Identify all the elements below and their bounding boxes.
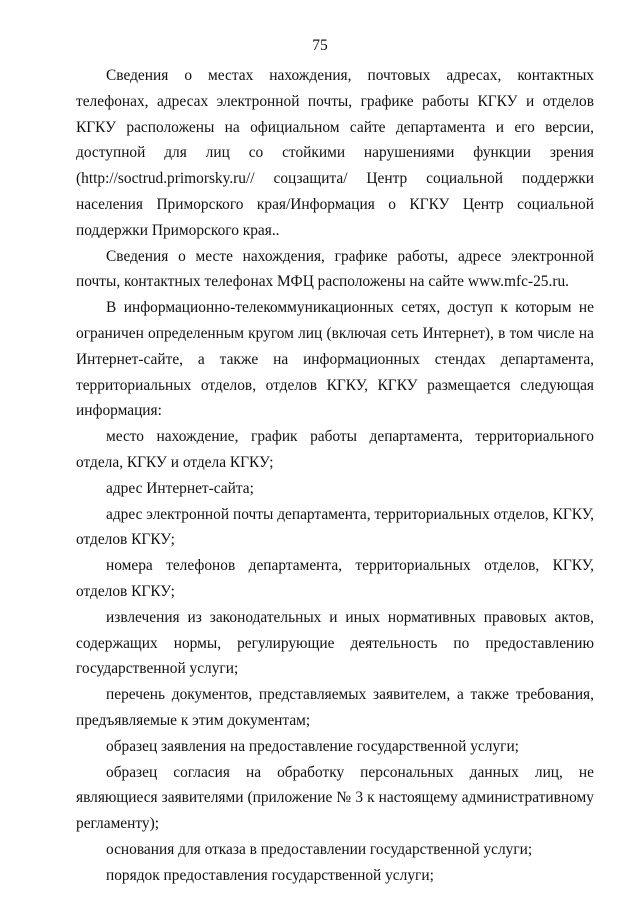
body-text <box>76 63 594 889</box>
list-item-application-sample: образец заявления на предоставление государственной услуги; <box>106 737 519 755</box>
list-item-legal-extracts: извлечения из законодательных и иных нормативных правовых актов, содержащих нормы, регулирующие деятельность по предоставлению государственной услуги; <box>76 608 594 678</box>
list-item-documents-list: перечень документов, представляемых заявителем, а также требования, предъявляемые к этим документам; <box>76 686 594 729</box>
list-item-consent-sample: образец согласия на обработку персональных данных лиц, не являющиеся заявителями (приложение № 3 к настоящему административному регламенту); <box>76 763 594 833</box>
list-item-phone-numbers: номера телефонов департамента, территориальных отделов, КГКУ, отделов КГКУ; <box>76 557 594 600</box>
page-number: 75 <box>312 37 328 54</box>
list-item-location-schedule: место нахождение, график работы департамента, территориального отдела, КГКУ и отдела КГКУ; <box>76 428 594 471</box>
list-item-refusal-grounds: основания для отказа в предоставлении государственной услуги; <box>106 840 533 858</box>
paragraph-information-intro: В информационно-телекоммуникационных сетях, доступ к которым не ограничен определенным кругом лиц (включая сеть Интернет), в том числе на Интернет-сайте, а также на информационных стендах департамента, территориальных отделов, отделов КГКУ, КГКУ размещается следующая информация: <box>76 299 594 420</box>
list-item-service-procedure: порядок предоставления государственной услуги; <box>106 866 434 884</box>
list-item-email-address: адрес электронной почты департамента, территориальных отделов, КГКУ, отделов КГКУ; <box>76 505 594 549</box>
list-item-website-address: адрес Интернет-сайта; <box>106 479 254 497</box>
paragraph-contacts-kgku: Сведения о местах нахождения, почтовых адресах, контактных телефонах, адресах электронной почты, графике работы КГКУ и отделов КГКУ расположены на официальном сайте департамента и его версии, доступной для лиц со стойкими нарушениями функции зрения (http://soctrud.primorsky.ru// соцзащита/ Центр социальной поддержки населения Приморского края/Информация о КГКУ Центр социальной поддержки Приморского края.. <box>76 67 594 239</box>
paragraph-contacts-mfc: Сведения о месте нахождения, графике работы, адресе электронной почты, контактных телефонах МФЦ расположены на сайте www.mfc-25.ru. <box>76 247 594 291</box>
